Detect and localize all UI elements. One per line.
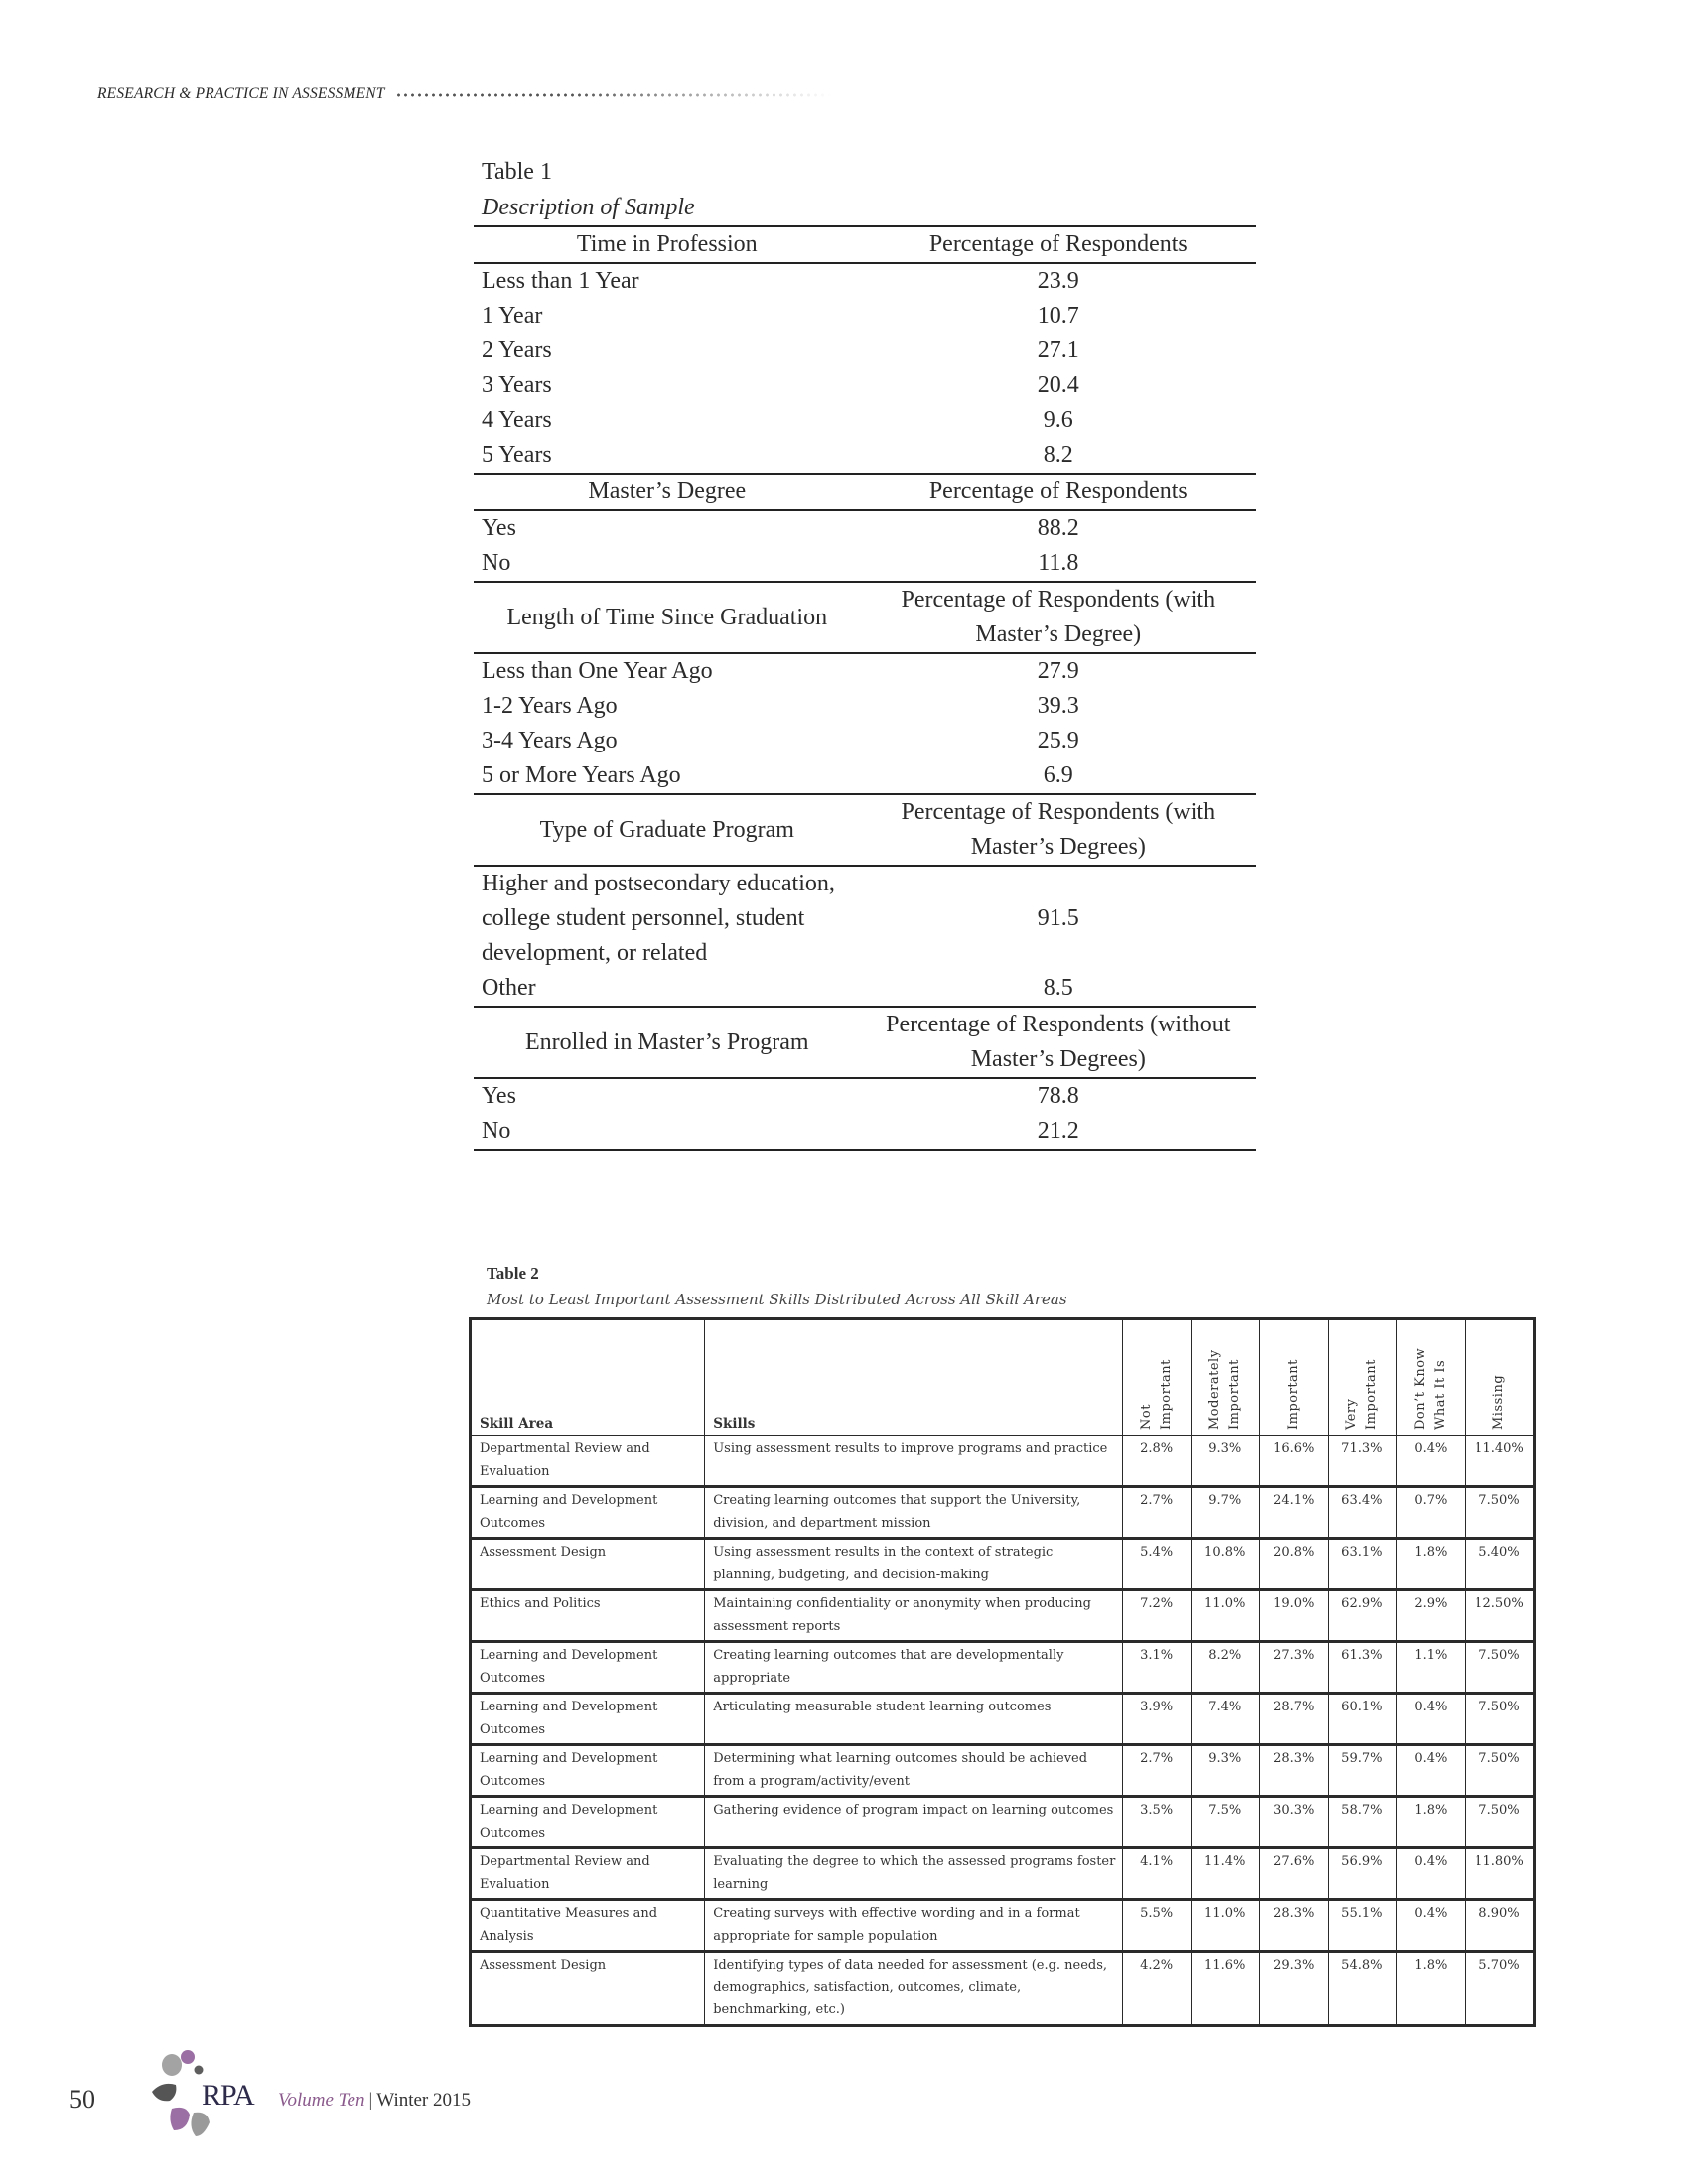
skills-header: Skills <box>705 1319 1122 1436</box>
percentage-header: Percentage of Respondents (without Master’s Degrees) <box>861 1007 1256 1078</box>
percentage-cell: 27.1 <box>1037 338 1079 363</box>
percentage-cell: 24.1% <box>1259 1487 1328 1539</box>
skill-area-cell: Quantitative Measures and Analysis <box>471 1900 705 1952</box>
percentage-cell: 78.8 <box>1037 1083 1079 1109</box>
category-cell: No <box>482 550 511 576</box>
percentage-cell: 11.0% <box>1191 1590 1259 1642</box>
page-footer <box>70 2045 566 2154</box>
percentage-cell: 23.9 <box>1037 268 1079 294</box>
category-cell: Yes <box>482 515 516 541</box>
skill-area-cell: Departmental Review and Evaluation <box>471 1436 705 1487</box>
rotated-column-label: Very Important <box>1343 1359 1379 1430</box>
skill-cell: Creating learning outcomes that support the University, division, and department mission <box>705 1487 1122 1539</box>
rotated-label-wrap <box>1192 1326 1259 1430</box>
percentage-cell: 16.6% <box>1259 1436 1328 1487</box>
percentage-cell: 1.1% <box>1396 1642 1465 1694</box>
percentage-cell: 7.2% <box>1122 1590 1191 1642</box>
rotated-label-wrap <box>1397 1326 1465 1430</box>
percentage-cell: 60.1% <box>1328 1694 1396 1745</box>
rating-column-header <box>1465 1319 1534 1436</box>
skill-cell: Identifying types of data needed for assessment (e.g. needs, demographics, satisfaction, outcomes, climate, benchmarking, etc.) <box>705 1952 1122 2026</box>
percentage-cell: 5.40% <box>1465 1539 1534 1590</box>
table-row <box>471 1539 1535 1590</box>
table-row <box>471 1797 1535 1848</box>
percentage-cell: 4.1% <box>1122 1848 1191 1900</box>
table-row <box>474 334 1256 368</box>
percentage-cell: 2.8% <box>1122 1436 1191 1487</box>
percentage-cell: 3.9% <box>1122 1694 1191 1745</box>
table-row <box>474 971 1256 1007</box>
table-row <box>474 653 1256 689</box>
percentage-cell: 8.2 <box>1043 442 1073 468</box>
issue-info <box>278 2090 471 2112</box>
percentage-cell: 11.8 <box>1038 550 1079 576</box>
percentage-cell: 0.7% <box>1396 1487 1465 1539</box>
percentage-cell: 7.5% <box>1191 1797 1259 1848</box>
percentage-cell: 11.4% <box>1191 1848 1259 1900</box>
percentage-cell: 54.8% <box>1328 1952 1396 2026</box>
percentage-header: Percentage of Respondents <box>861 474 1256 510</box>
category-cell: 2 Years <box>482 338 552 363</box>
percentage-cell: 9.3% <box>1191 1436 1259 1487</box>
category-cell: Other <box>482 975 536 1001</box>
skill-area-cell: Departmental Review and Evaluation <box>471 1848 705 1900</box>
percentage-cell: 27.9 <box>1037 658 1079 684</box>
table-row <box>474 758 1256 794</box>
percentage-cell: 63.1% <box>1328 1539 1396 1590</box>
logo-petal <box>191 2113 210 2136</box>
running-header <box>97 81 832 107</box>
skill-cell: Gathering evidence of program impact on learning outcomes <box>705 1797 1122 1848</box>
section-label-header: Master’s Degree <box>474 474 861 510</box>
percentage-cell: 10.7 <box>1037 303 1079 329</box>
table-row <box>474 724 1256 758</box>
table-row <box>471 1900 1535 1952</box>
table-row <box>474 299 1256 334</box>
percentage-header: Percentage of Respondents (with Master’s Degree) <box>861 582 1256 653</box>
percentage-cell: 10.8% <box>1191 1539 1259 1590</box>
skill-area-cell: Learning and Development Outcomes <box>471 1745 705 1797</box>
percentage-cell: 3.5% <box>1122 1797 1191 1848</box>
table-row <box>471 1642 1535 1694</box>
skill-cell: Using assessment results to improve programs and practice <box>705 1436 1122 1487</box>
category-cell: Yes <box>482 1083 516 1109</box>
category-cell: 5 Years <box>482 442 552 468</box>
percentage-cell: 2.7% <box>1122 1745 1191 1797</box>
category-cell: 5 or More Years Ago <box>482 762 681 788</box>
section-label-header: Time in Profession <box>474 226 861 263</box>
percentage-cell: 8.2% <box>1191 1642 1259 1694</box>
logo-text: RPA <box>202 2079 254 2112</box>
percentage-cell: 7.50% <box>1465 1694 1534 1745</box>
table-row <box>471 1590 1535 1642</box>
percentage-cell: 58.7% <box>1328 1797 1396 1848</box>
percentage-cell: 8.5 <box>1043 975 1073 1001</box>
table-1-number: Table 1 <box>482 159 552 185</box>
logo-petal <box>152 2084 176 2101</box>
table-row <box>474 263 1256 299</box>
table-row <box>474 689 1256 724</box>
category-cell: No <box>474 1114 861 1150</box>
table-row <box>474 1078 1256 1114</box>
percentage-cell: 62.9% <box>1328 1590 1396 1642</box>
skill-area-cell: Assessment Design <box>471 1539 705 1590</box>
percentage-cell: 5.70% <box>1465 1952 1534 2026</box>
section-header-row <box>474 226 1256 263</box>
percentage-cell: 63.4% <box>1328 1487 1396 1539</box>
dotted-rule <box>395 93 832 97</box>
rotated-column-label: Moderately Important <box>1206 1349 1242 1430</box>
table-row <box>471 1745 1535 1797</box>
percentage-cell: 71.3% <box>1328 1436 1396 1487</box>
rating-column-header <box>1328 1319 1396 1436</box>
percentage-cell: 59.7% <box>1328 1745 1396 1797</box>
skill-cell: Creating learning outcomes that are developmentally appropriate <box>705 1642 1122 1694</box>
table-row <box>474 546 1256 582</box>
percentage-cell: 5.4% <box>1122 1539 1191 1590</box>
table-row <box>474 510 1256 546</box>
percentage-cell: 28.3% <box>1259 1745 1328 1797</box>
percentage-cell: 27.3% <box>1259 1642 1328 1694</box>
table-row <box>471 1694 1535 1745</box>
percentage-cell: 56.9% <box>1328 1848 1396 1900</box>
rotated-label-wrap <box>1466 1326 1533 1430</box>
percentage-cell: 61.3% <box>1328 1642 1396 1694</box>
percentage-cell: 11.80% <box>1465 1848 1534 1900</box>
rotated-column-label: Not Important <box>1138 1359 1174 1430</box>
percentage-cell: 21.2 <box>861 1114 1256 1150</box>
table-row <box>471 1487 1535 1539</box>
volume-label: Volume Ten <box>278 2090 365 2111</box>
logo-petal <box>162 2054 182 2076</box>
percentage-cell: 3.1% <box>1122 1642 1191 1694</box>
rotated-column-label: Missing <box>1490 1374 1506 1430</box>
percentage-cell: 19.0% <box>1259 1590 1328 1642</box>
rotated-column-label: Don’t Know What It Is <box>1412 1347 1448 1430</box>
percentage-header: Percentage of Respondents (with Master’s Degrees) <box>861 794 1256 866</box>
rotated-label-wrap <box>1260 1326 1328 1430</box>
percentage-cell: 27.6% <box>1259 1848 1328 1900</box>
table-1-title: Description of Sample <box>482 195 695 220</box>
skill-area-cell: Learning and Development Outcomes <box>471 1797 705 1848</box>
rating-column-header <box>1122 1319 1191 1436</box>
section-header-row <box>474 1007 1256 1078</box>
category-cell: 1 Year <box>482 303 543 329</box>
percentage-cell: 91.5 <box>1037 905 1079 931</box>
rotated-label-wrap <box>1329 1326 1396 1430</box>
section-label-header: Length of Time Since Graduation <box>474 582 861 653</box>
percentage-cell: 55.1% <box>1328 1900 1396 1952</box>
page-number: 50 <box>70 2085 95 2114</box>
percentage-cell: 7.4% <box>1191 1694 1259 1745</box>
percentage-cell: 0.4% <box>1396 1694 1465 1745</box>
category-cell: Less than 1 Year <box>482 268 639 294</box>
skill-cell: Using assessment results in the context of strategic planning, budgeting, and decision-making <box>705 1539 1122 1590</box>
percentage-cell: 25.9 <box>1037 728 1079 753</box>
percentage-cell: 1.8% <box>1396 1952 1465 2026</box>
rating-column-header <box>1191 1319 1259 1436</box>
table-2-grid <box>469 1317 1536 2027</box>
table-row <box>474 1114 1256 1150</box>
section-label-header: Type of Graduate Program <box>474 794 861 866</box>
skill-cell: Determining what learning outcomes should be achieved from a program/activity/event <box>705 1745 1122 1797</box>
section-header-row <box>474 794 1256 866</box>
percentage-cell: 11.40% <box>1465 1436 1534 1487</box>
table-1 <box>474 154 1256 1151</box>
percentage-cell: 30.3% <box>1259 1797 1328 1848</box>
percentage-cell: 29.3% <box>1259 1952 1328 2026</box>
category-cell: 4 Years <box>482 407 552 433</box>
percentage-cell: 2.7% <box>1122 1487 1191 1539</box>
percentage-cell: 7.50% <box>1465 1745 1534 1797</box>
percentage-cell: 9.7% <box>1191 1487 1259 1539</box>
skill-area-cell: Learning and Development Outcomes <box>471 1642 705 1694</box>
percentage-cell: 39.3 <box>1037 693 1079 719</box>
table-2-title: Most to Least Important Assessment Skills Distributed Across All Skill Areas <box>487 1291 1067 1308</box>
table-2-caption <box>487 1261 1067 1312</box>
table-row <box>474 438 1256 474</box>
skill-area-header: Skill Area <box>471 1319 705 1436</box>
percentage-cell: 5.5% <box>1122 1900 1191 1952</box>
skill-cell: Creating surveys with effective wording and in a format appropriate for sample population <box>705 1900 1122 1952</box>
rotated-column-label: Important <box>1285 1359 1301 1430</box>
percentage-cell: 1.8% <box>1396 1797 1465 1848</box>
section-label-header: Enrolled in Master’s Program <box>474 1007 861 1078</box>
logo-petal <box>170 2108 190 2130</box>
skill-area-cell: Learning and Development Outcomes <box>471 1487 705 1539</box>
skill-area-cell: Ethics and Politics <box>471 1590 705 1642</box>
skill-cell: Maintaining confidentiality or anonymity when producing assessment reports <box>705 1590 1122 1642</box>
percentage-cell: 7.50% <box>1465 1487 1534 1539</box>
separator: | <box>368 2090 373 2111</box>
logo-petal <box>181 2050 195 2064</box>
category-cell: 3-4 Years Ago <box>482 728 618 753</box>
category-cell: 1-2 Years Ago <box>482 693 618 719</box>
percentage-cell: 0.4% <box>1396 1848 1465 1900</box>
table-row <box>474 403 1256 438</box>
issue-label: Winter 2015 <box>376 2090 472 2111</box>
percentage-cell: 20.4 <box>1037 372 1079 398</box>
rating-column-header <box>1259 1319 1328 1436</box>
percentage-cell: 28.3% <box>1259 1900 1328 1952</box>
table-row <box>474 866 1256 971</box>
percentage-cell: 11.0% <box>1191 1900 1259 1952</box>
table-row <box>471 1848 1535 1900</box>
logo-petal <box>195 2066 204 2075</box>
table-row <box>471 1952 1535 2026</box>
percentage-cell: 11.6% <box>1191 1952 1259 2026</box>
category-cell: Higher and postsecondary education, college student personnel, student development, or related <box>482 871 835 966</box>
skill-cell: Evaluating the degree to which the assessed programs foster learning <box>705 1848 1122 1900</box>
percentage-cell: 12.50% <box>1465 1590 1534 1642</box>
percentage-cell: 4.2% <box>1122 1952 1191 2026</box>
percentage-cell: 88.2 <box>1037 515 1079 541</box>
skill-area-cell: Learning and Development Outcomes <box>471 1694 705 1745</box>
rotated-label-wrap <box>1123 1326 1191 1430</box>
percentage-cell: 6.9 <box>1043 762 1073 788</box>
percentage-cell: 0.4% <box>1396 1745 1465 1797</box>
table-row <box>474 368 1256 403</box>
percentage-cell: 8.90% <box>1465 1900 1534 1952</box>
category-cell: Less than One Year Ago <box>482 658 713 684</box>
percentage-cell: 7.50% <box>1465 1642 1534 1694</box>
percentage-cell: 0.4% <box>1396 1900 1465 1952</box>
percentage-cell: 2.9% <box>1396 1590 1465 1642</box>
category-cell: 3 Years <box>482 372 552 398</box>
section-header-row <box>474 582 1256 653</box>
percentage-header: Percentage of Respondents <box>861 226 1256 263</box>
journal-title: RESEARCH & PRACTICE IN ASSESSMENT <box>97 85 385 102</box>
percentage-cell: 28.7% <box>1259 1694 1328 1745</box>
percentage-cell: 9.6 <box>1043 407 1073 433</box>
table-1-grid <box>474 225 1256 1151</box>
rating-column-header <box>1396 1319 1465 1436</box>
table-2-number: Table 2 <box>487 1264 539 1283</box>
percentage-cell: 0.4% <box>1396 1436 1465 1487</box>
section-header-row <box>474 474 1256 510</box>
percentage-cell: 9.3% <box>1191 1745 1259 1797</box>
percentage-cell: 20.8% <box>1259 1539 1328 1590</box>
skill-cell: Articulating measurable student learning outcomes <box>705 1694 1122 1745</box>
table-row <box>471 1436 1535 1487</box>
skill-area-cell: Assessment Design <box>471 1952 705 2026</box>
percentage-cell: 1.8% <box>1396 1539 1465 1590</box>
percentage-cell: 7.50% <box>1465 1797 1534 1848</box>
